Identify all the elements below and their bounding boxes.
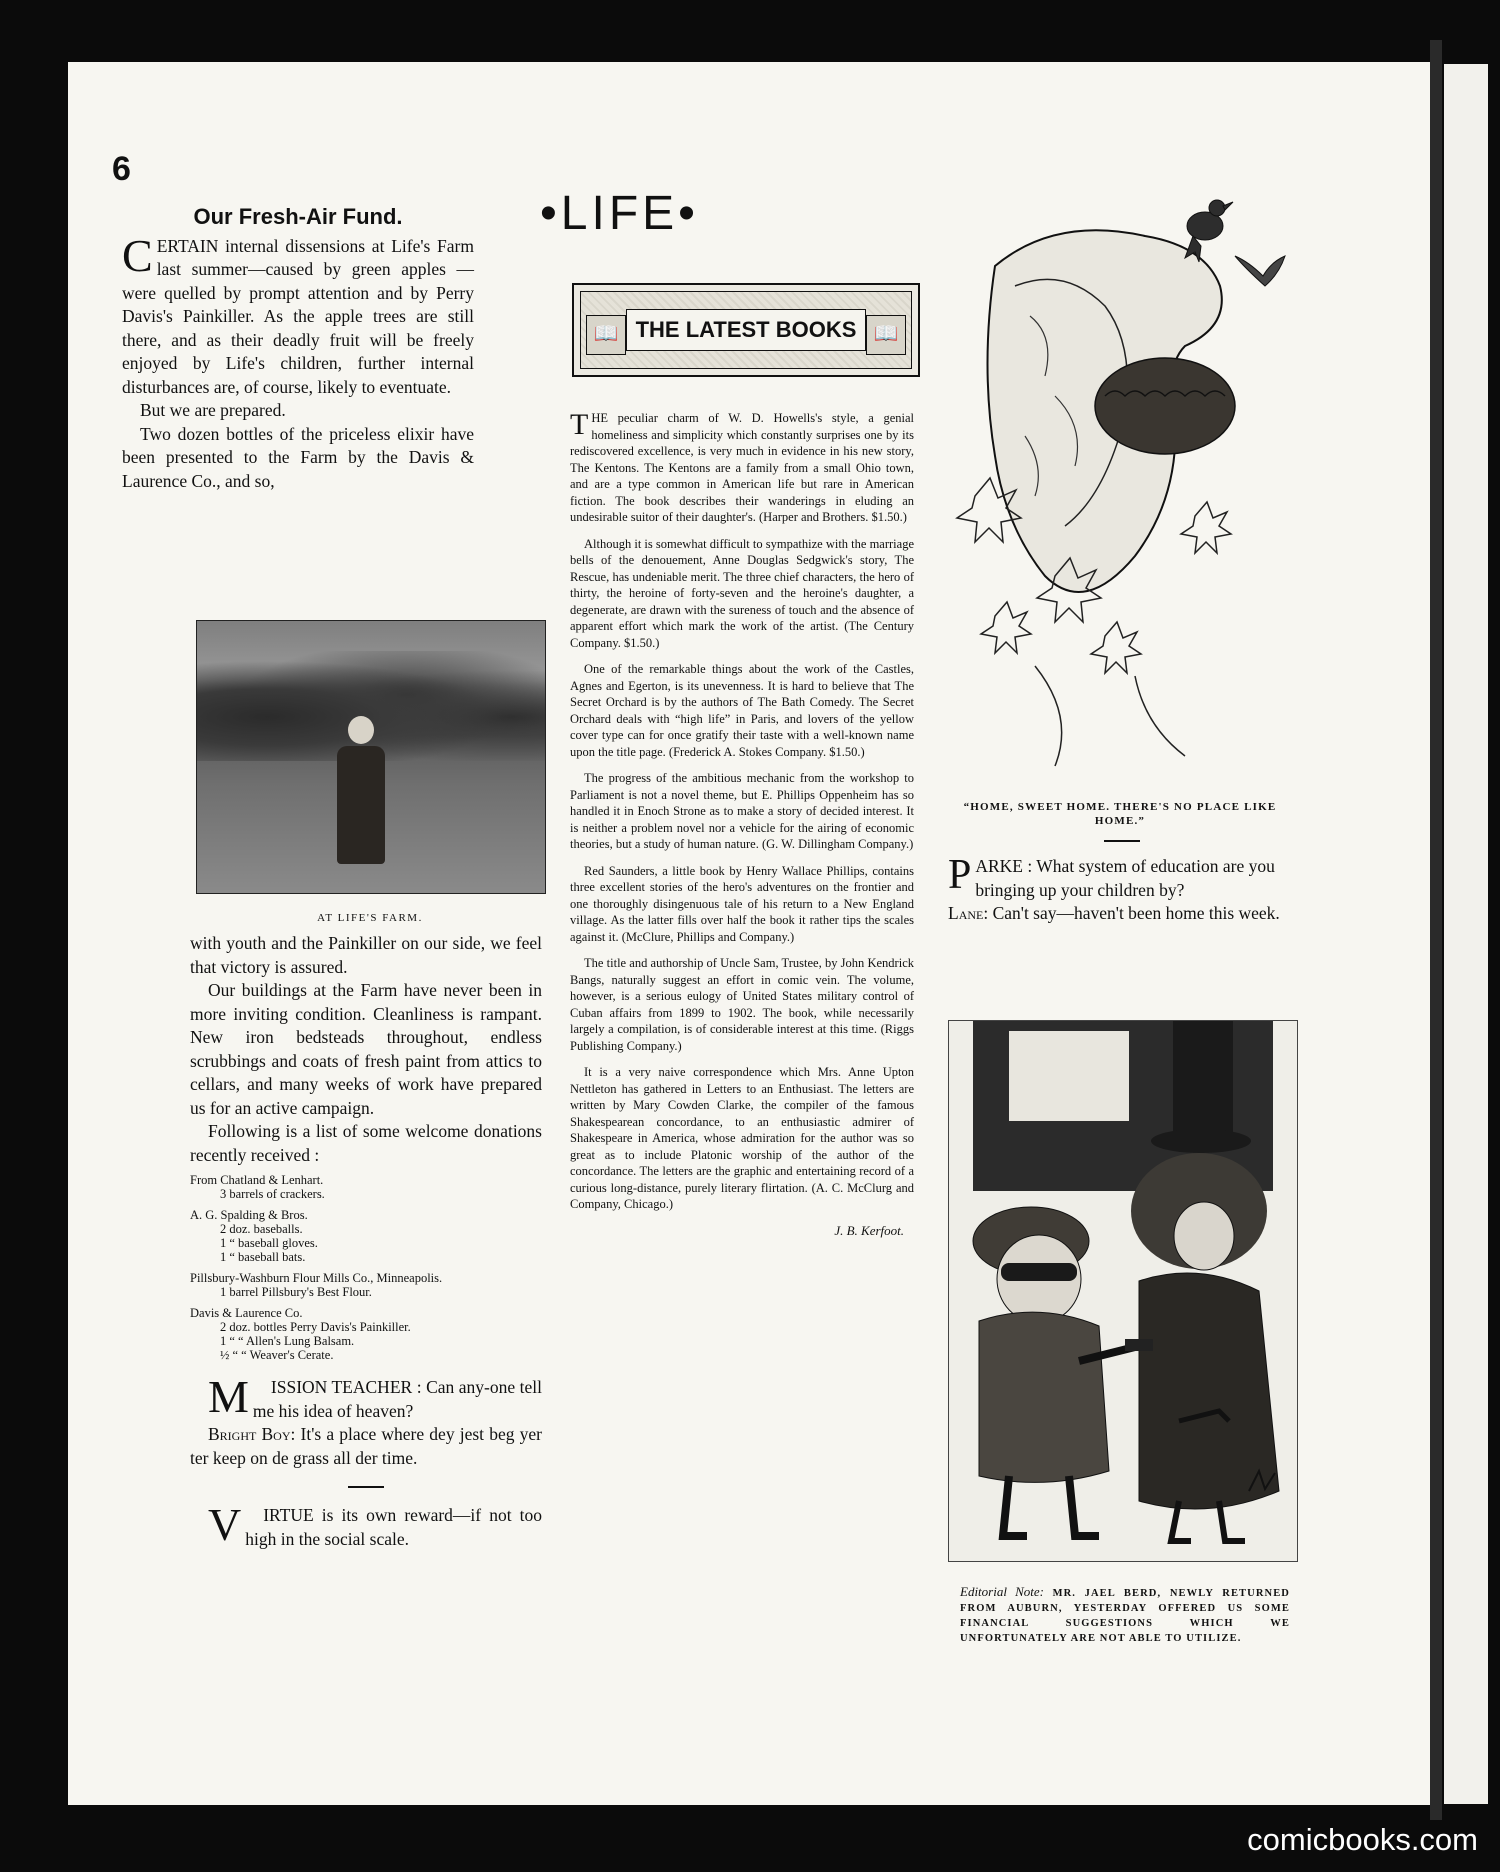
article-title: Our Fresh-Air Fund. — [193, 204, 403, 229]
speaker: ARKE : — [975, 856, 1033, 876]
article-paragraph: Two dozen bottles of the priceless elixir have been presented to the Farm by the Davis & Laurence Co., and so, — [122, 423, 474, 491]
donation-entry — [190, 1306, 542, 1362]
article-paragraph: with youth and the Painkiller on our side, we feel that victory is assured. — [190, 933, 542, 977]
review-paragraph: THE peculiar charm of W. D. Howells's style, a genial homeliness and simplicity which constantly surprises one by its rediscovered excellence, is very much in evidence in his new story, The Kentons. The Kentons are a family from a small Ohio town, and are a type common in American life but rare in American fiction. The book describes their wanderings in eluding an undesirable suitor of their daughter's. (Harper and Brothers. $1.50.) — [570, 408, 914, 524]
article-paragraph: But we are prepared. — [140, 400, 286, 420]
speaker: Lane — [948, 903, 984, 923]
reviewer-signature: J. B. Kerfoot. — [834, 1222, 904, 1238]
virtue-quip: V IRTUE is its own reward—if not too high in the social scale. — [190, 1504, 542, 1551]
donor-name: Pillsbury-Washburn Flour Mills Co., Minneapolis. — [190, 1271, 443, 1285]
fresh-air-article — [122, 205, 474, 493]
speaker: Bright Boy — [208, 1424, 291, 1444]
parke-lane-joke: PARKE : What system of education are you bringing up your children by? Lane: Can't say—haven't been home this week. — [948, 852, 1280, 923]
cartoon-caption: Editorial Note: MR. JAEL BERD, NEWLY RETURNED FROM AUBURN, YESTERDAY OFFERED US SOME FINANCIAL SUGGESTIONS WHICH WE UNFORTUNATELY ARE NOT ABLE TO UTILIZE. — [960, 1584, 1290, 1644]
review-paragraph: Although it is somewhat difficult to sympathize with the marriage bells of the denouement, Anne Douglas Sedgwick's story, The Rescue, has undeniable merit. The three chief characters, the hero of thirty, the heroine of forty-seven and the heroine's daughter, a degenerate, are drawn with the sureness of touch and the absence of apparent effort which mark the work of the artist. (The Century Company. $1.50.) — [570, 536, 914, 650]
latest-books-banner — [572, 283, 920, 377]
book-icon: 📖 — [866, 315, 906, 355]
donation-item: 2 doz. bottles Perry Davis's Painkiller. — [220, 1320, 411, 1334]
mission-teacher-joke: M ISSION TEACHER : Can any-one tell me his idea of heaven? Bright Boy: It's a place where dey jest beg yer ter keep on de grass all der time. — [190, 1371, 542, 1468]
divider — [1104, 840, 1140, 842]
divider — [348, 1486, 384, 1488]
fresh-air-continued — [190, 932, 542, 1551]
drop-cap: M — [208, 1371, 249, 1422]
caption-lead: Editorial Note: — [960, 1584, 1044, 1599]
review-paragraph: One of the remarkable things about the work of the Castles, Agnes and Egerton, is its unevenness. It is hard to believe that The Secret Orchard is by the authors of The Bath Comedy. The Secret Orchard deals with “high life” in Paris, and lovers of the yellow cover type can for once gratify their taste with a well-known name upon the title page. (Frederick A. Stokes Company. $1.50.) — [570, 662, 914, 759]
review-paragraph: The progress of the ambitious mechanic from the workshop to Parliament is not a novel theme, but E. Phillips Oppenheim has so handled it in Enoch Strone as to make a story of decided interest. It is neither a problem novel nor a vehicle for the airing of economic theories, but a study of human nature. (G. W. Dillingham Company.) — [570, 771, 914, 851]
review-paragraph: It is a very naive correspondence which Mrs. Anne Upton Nettleton has gathered in Letters to an Enthusiast. The letters are written by Mary Cowden Clarke, the compiler of the famous Shakespearean concordance, to an enthusiastic admirer of Shakespeare in America, whose admiration for the author was so great as to include Platonic worship of the author of the concordance. The letters are the graphic and entertaining record of a curious long-distance, purely literary flirtation. (A. C. McClurg and Company, Chicago.) — [570, 1065, 914, 1211]
article-paragraph: Our buildings at the Farm have never been in more inviting condition. Cleanliness is rampant. New iron bedsteads throughout, endless scrubbings and coats of fresh paint from attics to cellars, and many weeks of work have prepared us for an active campaign. — [190, 980, 542, 1118]
article-paragraph: CERTAIN internal dissensions at Life's Farm last summer—caused by green apples — were quelled by prompt attention and by Perry Davis's Painkiller. As the apple trees are still there, and as their deadly fruit will be freely enjoyed by Life's children, further internal disturbances are, of course, likely to eventuate. — [122, 229, 474, 397]
drop-cap: P — [948, 852, 972, 898]
book-icon: 📖 — [586, 315, 626, 355]
bird-nest-dog-illustration — [935, 196, 1295, 776]
donation-item: ½ “ “ Weaver's Cerate. — [220, 1348, 334, 1362]
banner-title: THE LATEST BOOKS — [626, 309, 866, 351]
donation-item: 2 doz. baseballs. — [220, 1222, 303, 1236]
masthead: •LIFE• — [540, 187, 699, 240]
donation-item: 1 “ baseball gloves. — [220, 1236, 318, 1250]
article-paragraph: Following is a list of some welcome donations recently received : — [190, 1121, 542, 1165]
adjacent-page-edge — [1444, 64, 1488, 1804]
donation-item: 1 “ “ Allen's Lung Balsam. — [220, 1334, 355, 1348]
photo-child-figure — [337, 716, 385, 866]
page-number: 6 — [112, 150, 131, 188]
drop-cap: T — [570, 408, 589, 441]
drop-cap: C — [122, 229, 153, 281]
book-reviews — [570, 410, 914, 1239]
donation-item: 1 barrel Pillsbury's Best Flour. — [220, 1285, 372, 1299]
farm-photo — [196, 620, 546, 894]
donation-entry — [190, 1208, 542, 1264]
donation-entry — [190, 1173, 542, 1201]
site-watermark: comicbooks.com — [1247, 1822, 1478, 1857]
review-paragraph: Red Saunders, a little book by Henry Wallace Phillips, contains three excellent stories of the hero's adventures on the frontier and one thoroughly disingenuous tale of his return to a New England village. As the latter fills over half the book it rather tips the scales against it. (McClure, Phillips and Company.) — [570, 863, 914, 944]
review-paragraph: The title and authorship of Uncle Sam, Trustee, by John Kendrick Bangs, naturally suggest an effort in comic vein. The volume, however, is a serious eulogy of United States military control of Cuban affairs from 1899 to 1902. The book, while necessarily largely a compilation, is of considerable interest at this time. (Riggs Publishing Company.) — [570, 956, 914, 1053]
donation-item: 3 barrels of crackers. — [220, 1187, 325, 1201]
donor-name: From Chatland & Lenhart. — [190, 1173, 324, 1187]
speaker: ISSION TEACHER : — [270, 1377, 422, 1397]
book-spine — [1430, 40, 1442, 1820]
robber-cartoon — [948, 1020, 1298, 1562]
donation-entry — [190, 1271, 542, 1299]
donation-item: 1 “ baseball bats. — [220, 1250, 306, 1264]
donor-name: A. G. Spalding & Bros. — [190, 1208, 308, 1222]
drop-cap: V — [208, 1499, 242, 1550]
illustration-caption: “HOME, SWEET HOME. THERE'S NO PLACE LIKE HOME.” — [963, 801, 1277, 827]
donor-name: Davis & Laurence Co. — [190, 1306, 303, 1320]
donation-list — [190, 1173, 542, 1362]
photo-caption: AT LIFE'S FARM. — [317, 912, 423, 924]
